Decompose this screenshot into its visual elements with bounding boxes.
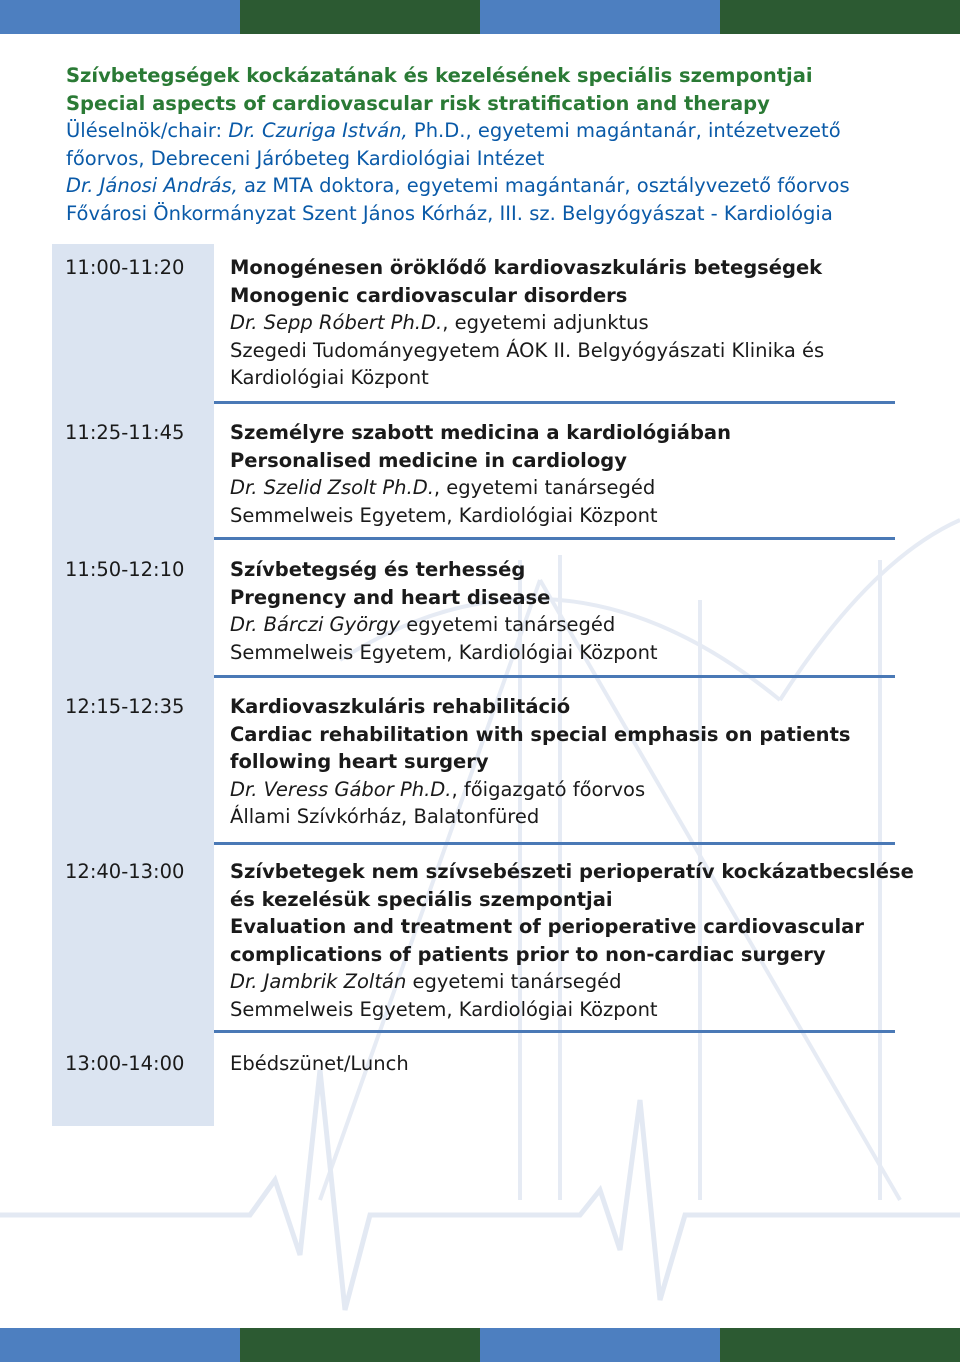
chair1-rest: , egyetemi magántanár, intézetvezető — [465, 119, 841, 142]
program-time: 12:40-13:00 — [65, 860, 185, 883]
program-affiliation: Semmelweis Egyetem, Kardiológiai Központ — [230, 997, 658, 1021]
speaker-name: Dr. Jambrik Zoltán — [230, 970, 407, 993]
program-time: 11:25-11:45 — [65, 421, 185, 444]
program-speaker — [230, 776, 898, 804]
program-time: 12:15-12:35 — [65, 695, 185, 718]
program-title-hu: Szívbetegség és terhesség — [230, 558, 526, 581]
bottom-color-bar — [0, 1328, 960, 1362]
program-content — [230, 254, 898, 392]
program-affiliation: Kardiológiai Központ — [230, 366, 429, 389]
program-speaker — [230, 611, 898, 639]
top-bar-green-2 — [720, 0, 960, 34]
bottom-bar-blue-2 — [480, 1328, 720, 1362]
speaker-title: , egyetemi adjunktus — [442, 311, 649, 334]
top-color-bar — [0, 0, 960, 34]
program-time: 11:00-11:20 — [65, 256, 185, 279]
program-title-hu: és kezelésük speciális szempontjai — [230, 887, 613, 911]
bottom-bar-blue-1 — [0, 1328, 240, 1362]
program-speaker — [230, 968, 898, 996]
program-title-en: following heart surgery — [230, 750, 489, 773]
session-title-hu: Szívbetegségek kockázatának és kezelésének speciális szempontjai — [66, 64, 813, 87]
program-divider — [214, 401, 895, 404]
chair-line-2: főorvos, Debreceni Járóbeteg Kardiológiai Intézet — [66, 146, 545, 170]
program-affiliation: Állami Szívkórház, Balatonfüred — [230, 805, 540, 828]
bottom-bar-green-2 — [720, 1328, 960, 1362]
program-title-hu: Személyre szabott medicina a kardiológiában — [230, 421, 731, 444]
program-affiliation: Semmelweis Egyetem, Kardiológiai Központ — [230, 503, 658, 527]
speaker-name: Dr. Sepp Róbert Ph.D. — [230, 311, 443, 334]
speaker-name: Dr. Veress Gábor Ph.D. — [230, 777, 452, 801]
program-title-hu: Monogénesen öröklődő kardiovaszkuláris betegségek — [230, 256, 823, 279]
program-title-en: Personalised medicine in cardiology — [230, 448, 627, 472]
program-title-en: Monogenic cardiovascular disorders — [230, 283, 628, 307]
program-title-hu: Szívbetegek nem szívsebészeti perioperatív kockázatbecslése — [230, 860, 914, 883]
bottom-bar-green-1 — [240, 1328, 480, 1362]
program-content — [230, 1050, 898, 1078]
program-divider — [214, 842, 895, 845]
chair2-rest: az MTA doktora, egyetemi magántanár, osztályvezető főorvos — [237, 174, 850, 197]
chair1-title: Ph.D. — [407, 119, 466, 142]
program-title-en: Evaluation and treatment of perioperative cardiovascular — [230, 915, 864, 938]
program-divider — [214, 1030, 895, 1033]
top-bar-blue-1 — [0, 0, 240, 34]
speaker-title: egyetemi tanársegéd — [400, 613, 616, 636]
chair-line-4: Fővárosi Önkormányzat Szent János Kórház, III. sz. Belgyógyászat - Kardiológia — [66, 201, 833, 225]
speaker-title: egyetemi tanársegéd — [406, 970, 622, 993]
program-title-en: complications of patients prior to non-cardiac surgery — [230, 942, 826, 966]
chair1-name: Dr. Czuriga István, — [228, 119, 408, 142]
top-bar-blue-2 — [480, 0, 720, 34]
program-divider — [214, 675, 895, 678]
program-time: 11:50-12:10 — [65, 558, 185, 581]
speaker-title: , főigazgató főorvos — [451, 777, 646, 801]
program-speaker — [230, 309, 898, 337]
chair-line-1 — [66, 117, 906, 145]
program-content — [230, 693, 898, 831]
session-header — [66, 62, 906, 227]
program-affiliation: Ebédszünet/Lunch — [230, 1052, 409, 1075]
program-divider — [214, 537, 895, 540]
time-column-background — [52, 244, 214, 1126]
speaker-title: , egyetemi tanársegéd — [433, 476, 656, 499]
session-title-en: Special aspects of cardiovascular risk stratification and therapy — [66, 91, 770, 115]
program-affiliation: Semmelweis Egyetem, Kardiológiai Központ — [230, 640, 658, 664]
program-time: 13:00-14:00 — [65, 1052, 185, 1075]
program-title-hu: Kardiovaszkuláris rehabilitáció — [230, 695, 571, 718]
speaker-name: Dr. Bárczi György — [230, 613, 401, 636]
chair-prefix: Üléselnök/chair: — [66, 119, 229, 142]
top-bar-green-1 — [240, 0, 480, 34]
program-content — [230, 858, 914, 1023]
program-content — [230, 556, 898, 666]
program-affiliation: Szegedi Tudományegyetem ÁOK II. Belgyógyászati Klinika és — [230, 338, 825, 362]
program-title-en: Pregnency and heart disease — [230, 585, 551, 609]
program-title-en: Cardiac rehabilitation with special emphasis on patients — [230, 722, 851, 746]
speaker-name: Dr. Szelid Zsolt Ph.D. — [230, 476, 434, 499]
program-content — [230, 419, 898, 529]
program-speaker — [230, 474, 898, 502]
chair2-name: Dr. Jánosi András, — [66, 174, 238, 197]
chair-line-3 — [66, 172, 906, 200]
